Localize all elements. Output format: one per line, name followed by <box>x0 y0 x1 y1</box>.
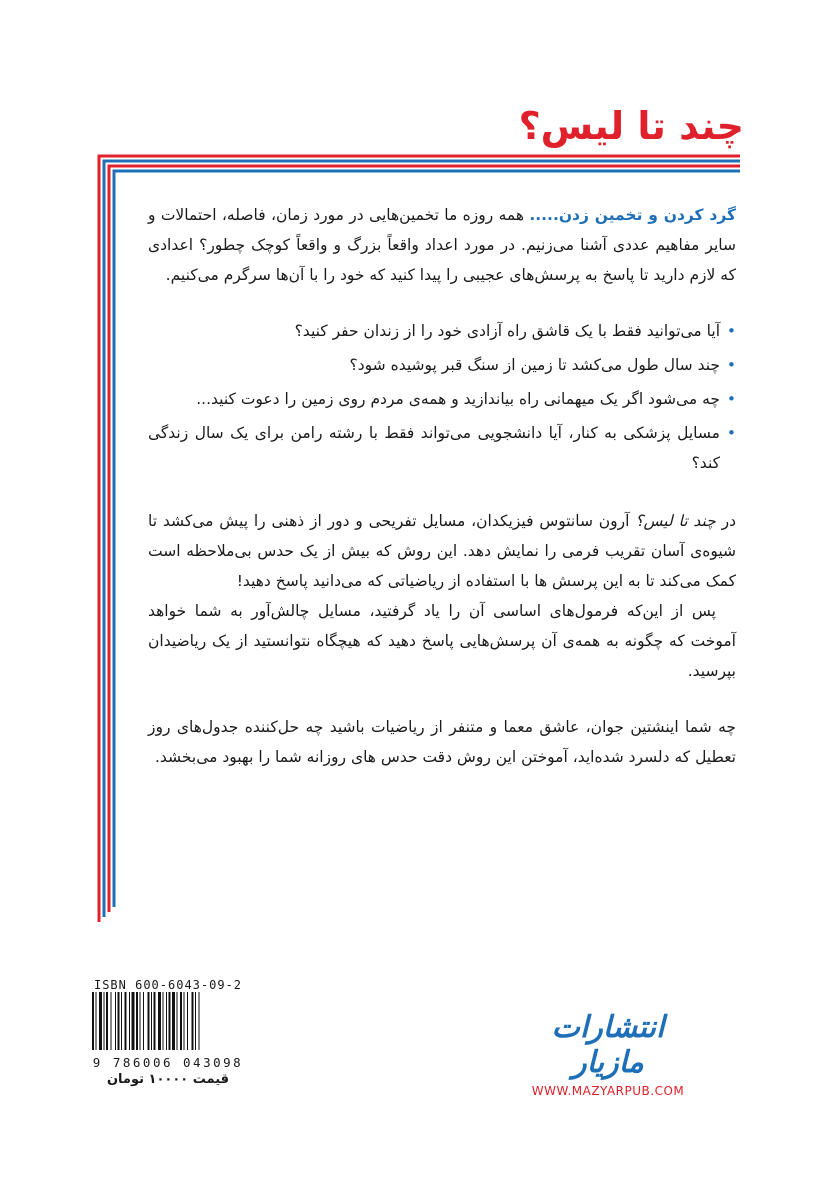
bullet-icon: • <box>726 322 736 340</box>
barcode-digits: 9 786006 043098 <box>92 1055 244 1070</box>
description-paragraph: در چند تا لیس؟ آرون سانتوس فیزیکدان، مسایل تفریحی و دور از ذهنی را پیش می‌کشد تا شیوه‌ی آسان تقریب فرمی را نمایش دهد. این روش که بیش از یک حدس بی‌ملاحظه است کمک می‌کند تا به این پرسش ها با استفاده از ریاضیاتی که می‌دانید پاسخ دهید! <box>148 512 736 590</box>
publisher-logo <box>518 1010 698 1098</box>
intro-text: همه روزه ما تخمین‌هایی در مورد زمان، فاصله، احتمالات و سایر مفاهیم عددی آشنا می‌زنیم. در مورد اعداد واقعاً بزرگ و واقعاً کوچک چطور؟ اعدادی که لازم دارید تا پاسخ به پرسش‌های عجیبی را پیدا کنید که خود را با آن‌ها سرگرم می‌کنیم. <box>148 206 736 284</box>
bullet-icon: • <box>726 424 736 442</box>
list-item: • مسایل پزشکی به کنار، آیا دانشجویی می‌تواند فقط با رشته رامن برای یک سال زندگی کند؟ <box>148 418 736 478</box>
barcode-icon <box>88 992 248 1050</box>
list-item: • آیا می‌توانید فقط با یک قاشق راه آزادی خود را از زندان حفر کنید؟ <box>148 316 736 346</box>
formula-paragraph: پس از این‌که فرمول‌های اساسی آن را یاد گرفتید، مسایل چالش‌آور به شما خواهد آموخت که چگونه به همه‌ی آن پرسش‌هایی پاسخ دهید که هیچگاه نتوانستید از یک ریاضیدان بپرسید. <box>148 602 736 680</box>
barcode-block <box>88 978 248 1087</box>
list-item: • چه می‌شود اگر یک میهمانی راه بیاندازید و همه‌ی مردم روی زمین را دعوت کنید... <box>148 384 736 414</box>
publisher-url: WWW.MAZYARPUB.COM <box>531 1084 685 1098</box>
book-title-inline: چند تا لیس؟ <box>635 512 716 530</box>
closing-paragraph: چه شما اینشتین جوان، عاشق معما و متنفر از ریاضیات باشید چه حل‌کننده جدول‌های روز تعطیل که دلسرد شده‌اید، آموختن این روش دقت حدس های روزانه شما را بهبود می‌بخشد. <box>148 718 736 766</box>
isbn-text: ISBN 600-6043-09-2 <box>93 978 243 992</box>
price-label: قیمت ۱۰۰۰۰ تومان <box>106 1072 230 1087</box>
list-item: • چند سال طول می‌کشد تا زمین از سنگ قبر پوشیده شود؟ <box>148 350 736 380</box>
intro-lead: گرد کردن و تخمین زدن..... <box>529 206 736 224</box>
intro-paragraph <box>148 200 736 290</box>
bullet-icon: • <box>726 356 736 374</box>
back-cover-text <box>148 200 736 798</box>
book-title: چند تا لیس؟ <box>518 104 744 148</box>
publisher-name: انتشارات مازیار <box>551 1010 665 1080</box>
question-list <box>148 316 736 478</box>
bullet-icon: • <box>726 390 736 408</box>
